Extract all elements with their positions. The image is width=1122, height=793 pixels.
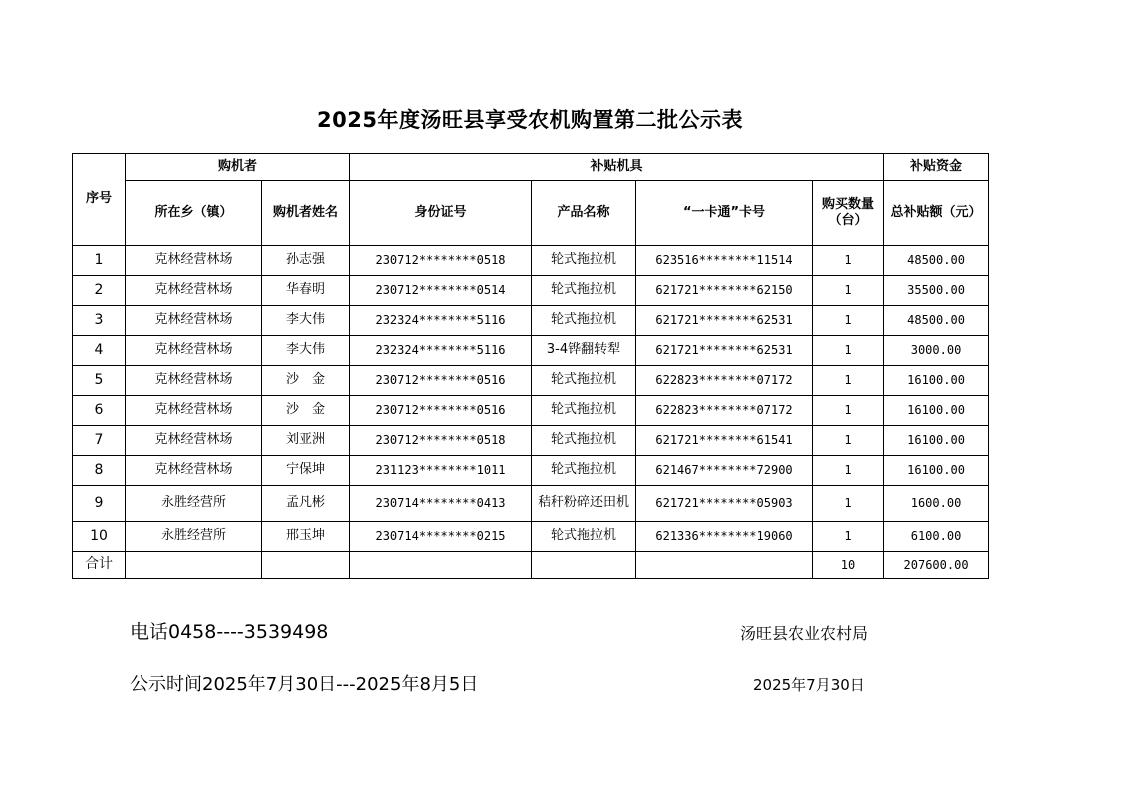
table-row: [73, 456, 989, 486]
phone-number: 电话0458----3539498: [130, 621, 329, 643]
row-id-number: 230714********0413: [350, 486, 532, 522]
row-name: 沙 金: [262, 396, 350, 426]
header-town: 所在乡（镇）: [126, 181, 262, 246]
row-town: 克林经营林场: [126, 276, 262, 306]
total-empty: [636, 552, 813, 579]
row-town: 克林经营林场: [126, 246, 262, 276]
row-seq: 5: [73, 366, 126, 396]
row-card-number: 622823********07172: [636, 396, 813, 426]
table-row: [73, 306, 989, 336]
table-row: [73, 522, 989, 552]
subsidy-table: [72, 153, 989, 579]
table-row: [73, 336, 989, 366]
header-row-group: [73, 154, 989, 181]
row-product: 3-4铧翻转犁: [532, 336, 636, 366]
header-qty: 购买数量（台）: [813, 181, 884, 246]
row-town: 克林经营林场: [126, 336, 262, 366]
row-amount: 3000.00: [884, 336, 989, 366]
total-amount: 207600.00: [884, 552, 989, 579]
row-seq: 4: [73, 336, 126, 366]
row-amount: 35500.00: [884, 276, 989, 306]
row-name: 华春明: [262, 276, 350, 306]
row-town: 克林经营林场: [126, 396, 262, 426]
total-empty: [262, 552, 350, 579]
row-town: 克林经营林场: [126, 366, 262, 396]
table-row: [73, 276, 989, 306]
row-id-number: 230712********0518: [350, 426, 532, 456]
header-fund-group: 补贴资金: [884, 154, 989, 181]
row-card-number: 621721********61541: [636, 426, 813, 456]
row-id-number: 230712********0516: [350, 366, 532, 396]
row-card-number: 622823********07172: [636, 366, 813, 396]
row-amount: 48500.00: [884, 306, 989, 336]
row-card-number: 621467********72900: [636, 456, 813, 486]
row-name: 李大伟: [262, 306, 350, 336]
row-id-number: 232324********5116: [350, 336, 532, 366]
row-card-number: 621721********62150: [636, 276, 813, 306]
table-row: [73, 246, 989, 276]
row-card-number: 623516********11514: [636, 246, 813, 276]
page-title: 2025年度汤旺县享受农机购置第二批公示表: [317, 108, 743, 132]
row-card-number: 621721********62531: [636, 336, 813, 366]
header-product: 产品名称: [532, 181, 636, 246]
row-name: 沙 金: [262, 366, 350, 396]
row-name: 孟凡彬: [262, 486, 350, 522]
total-empty: [532, 552, 636, 579]
row-product: 秸秆粉碎还田机: [532, 486, 636, 522]
row-qty: 1: [813, 336, 884, 366]
row-id-number: 230712********0516: [350, 396, 532, 426]
row-seq: 3: [73, 306, 126, 336]
row-qty: 1: [813, 396, 884, 426]
row-name: 刘亚洲: [262, 426, 350, 456]
header-machine-group: 补贴机具: [350, 154, 884, 181]
notice-period: 公示时间2025年7月30日---2025年8月5日: [130, 674, 479, 695]
row-name: 孙志强: [262, 246, 350, 276]
row-product: 轮式拖拉机: [532, 276, 636, 306]
header-seq: 序号: [73, 154, 126, 246]
table-row: [73, 396, 989, 426]
header-buyer-group: 购机者: [126, 154, 350, 181]
row-product: 轮式拖拉机: [532, 522, 636, 552]
row-qty: 1: [813, 522, 884, 552]
row-product: 轮式拖拉机: [532, 396, 636, 426]
row-seq: 6: [73, 396, 126, 426]
row-amount: 48500.00: [884, 246, 989, 276]
row-qty: 1: [813, 276, 884, 306]
row-qty: 1: [813, 366, 884, 396]
row-amount: 16100.00: [884, 426, 989, 456]
row-id-number: 232324********5116: [350, 306, 532, 336]
row-qty: 1: [813, 486, 884, 522]
header-amount: 总补贴额（元）: [884, 181, 989, 246]
issuing-office: 汤旺县农业农村局: [740, 624, 869, 643]
total-empty: [350, 552, 532, 579]
total-label: 合计: [73, 552, 126, 579]
row-id-number: 231123********1011: [350, 456, 532, 486]
table-row: [73, 366, 989, 396]
total-empty: [126, 552, 262, 579]
row-card-number: 621721********62531: [636, 306, 813, 336]
row-town: 克林经营林场: [126, 456, 262, 486]
row-product: 轮式拖拉机: [532, 306, 636, 336]
row-name: 邢玉坤: [262, 522, 350, 552]
row-town: 永胜经营所: [126, 486, 262, 522]
header-card: “一卡通”卡号: [636, 181, 813, 246]
row-qty: 1: [813, 426, 884, 456]
row-name: 李大伟: [262, 336, 350, 366]
total-qty: 10: [813, 552, 884, 579]
row-id-number: 230714********0215: [350, 522, 532, 552]
row-seq: 2: [73, 276, 126, 306]
row-amount: 16100.00: [884, 396, 989, 426]
row-amount: 16100.00: [884, 456, 989, 486]
row-name: 宁保坤: [262, 456, 350, 486]
row-town: 克林经营林场: [126, 306, 262, 336]
header-name: 购机者姓名: [262, 181, 350, 246]
row-product: 轮式拖拉机: [532, 426, 636, 456]
row-seq: 7: [73, 426, 126, 456]
row-amount: 16100.00: [884, 366, 989, 396]
row-town: 永胜经营所: [126, 522, 262, 552]
row-product: 轮式拖拉机: [532, 366, 636, 396]
row-card-number: 621721********05903: [636, 486, 813, 522]
table-row: [73, 426, 989, 456]
row-product: 轮式拖拉机: [532, 456, 636, 486]
row-id-number: 230712********0514: [350, 276, 532, 306]
total-row: [73, 552, 989, 579]
row-product: 轮式拖拉机: [532, 246, 636, 276]
row-amount: 1600.00: [884, 486, 989, 522]
row-seq: 9: [73, 486, 126, 522]
header-id: 身份证号: [350, 181, 532, 246]
row-qty: 1: [813, 246, 884, 276]
row-seq: 1: [73, 246, 126, 276]
row-card-number: 621336********19060: [636, 522, 813, 552]
header-row-columns: [73, 181, 989, 246]
row-qty: 1: [813, 306, 884, 336]
row-id-number: 230712********0518: [350, 246, 532, 276]
row-seq: 10: [73, 522, 126, 552]
row-qty: 1: [813, 456, 884, 486]
issue-date: 2025年7月30日: [753, 676, 865, 694]
row-amount: 6100.00: [884, 522, 989, 552]
row-seq: 8: [73, 456, 126, 486]
row-town: 克林经营林场: [126, 426, 262, 456]
table-row: [73, 486, 989, 522]
